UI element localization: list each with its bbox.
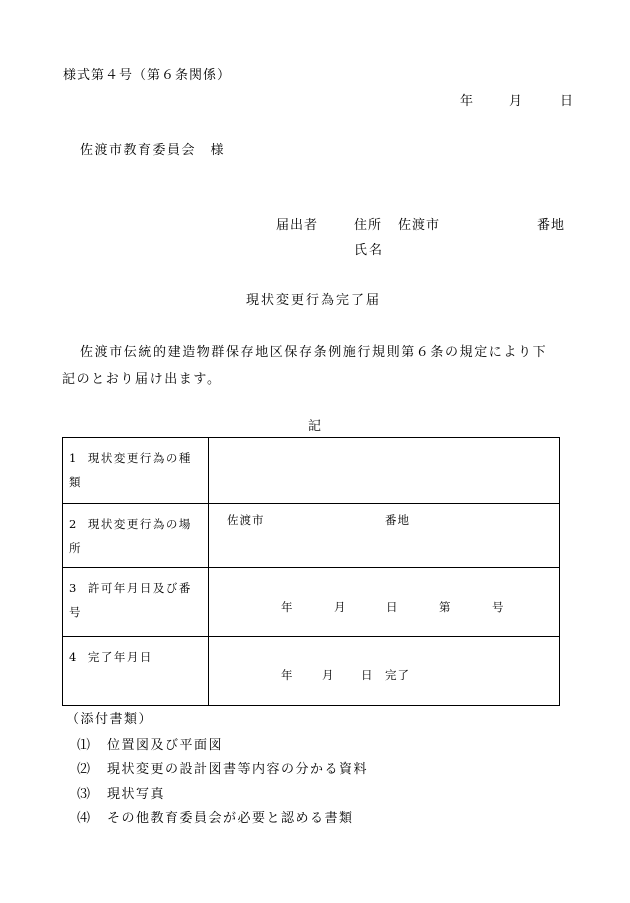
table-row: [63, 438, 560, 504]
permit-go: 号: [492, 600, 505, 614]
date-day: 日: [560, 94, 574, 109]
completion-done: 完了: [385, 668, 410, 682]
permit-dai: 第: [439, 600, 452, 614]
row-label-cell: [63, 504, 209, 568]
row-number: 2: [69, 517, 78, 531]
table-row: [63, 637, 560, 706]
attachment-index: ⑷: [77, 811, 92, 826]
attachment-text: 位置図及び平面図: [107, 738, 224, 753]
attachment-index: ⑴: [77, 738, 92, 753]
address-banchi: 番地: [537, 218, 566, 233]
completion-year: 年: [281, 668, 294, 682]
location-value-cell[interactable]: [209, 504, 560, 568]
completion-month: 月: [322, 668, 335, 682]
row-label-cell: [63, 568, 209, 637]
list-item: [77, 762, 368, 778]
applicant-label: 届出者: [276, 218, 319, 233]
date-month: 月: [509, 94, 523, 109]
location-banchi: 番地: [385, 513, 410, 527]
completion-value-cell[interactable]: [209, 637, 560, 706]
row-number: 4: [69, 650, 78, 664]
ki-label: 記: [308, 419, 322, 434]
row-number: 3: [69, 581, 78, 595]
date-year: 年: [460, 94, 474, 109]
table-row: [63, 504, 560, 568]
list-item: [77, 811, 354, 827]
row-label-cell: [63, 637, 209, 706]
attachment-index: ⑵: [77, 762, 92, 777]
body-text-line-2: 記のとおり届け出ます。: [62, 372, 222, 387]
address-city: 佐渡市: [398, 218, 441, 233]
document-title: 現状変更行為完了届: [246, 293, 382, 308]
permit-day: 日: [386, 600, 399, 614]
address-label: 住所: [354, 218, 383, 233]
attachment-text: 現状写真: [107, 787, 166, 802]
location-city: 佐渡市: [227, 513, 265, 527]
details-table: [62, 437, 560, 706]
row-label-cell: [63, 438, 209, 504]
row-number: 1: [69, 451, 78, 465]
submission-date: [460, 94, 573, 110]
body-text-line-1: 佐渡市伝統的建造物群保存地区保存条例施行規則第６条の規定により下: [80, 345, 548, 360]
recipient: 佐渡市教育委員会 様: [80, 143, 226, 158]
row-label: 完了年月日: [87, 650, 153, 664]
attachment-index: ⑶: [77, 787, 92, 802]
table-row: [63, 568, 560, 637]
form-number: 様式第４号（第６条関係）: [63, 68, 232, 83]
row-label: 許可年月日及び番号: [69, 581, 192, 619]
attachments-heading: （添付書類）: [66, 712, 154, 727]
row-label: 現状変更行為の種類: [69, 451, 192, 489]
name-label: 氏名: [354, 243, 385, 258]
completion-day: 日: [361, 668, 374, 682]
attachment-text: その他教育委員会が必要と認める書類: [107, 811, 354, 826]
attachment-text: 現状変更の設計図書等内容の分かる資料: [107, 762, 369, 777]
list-item: [77, 738, 223, 754]
type-value-cell[interactable]: [209, 438, 560, 504]
permit-year: 年: [281, 600, 294, 614]
list-item: [77, 787, 165, 803]
permit-value-cell[interactable]: [209, 568, 560, 637]
permit-month: 月: [334, 600, 347, 614]
row-label: 現状変更行為の場所: [69, 517, 192, 555]
